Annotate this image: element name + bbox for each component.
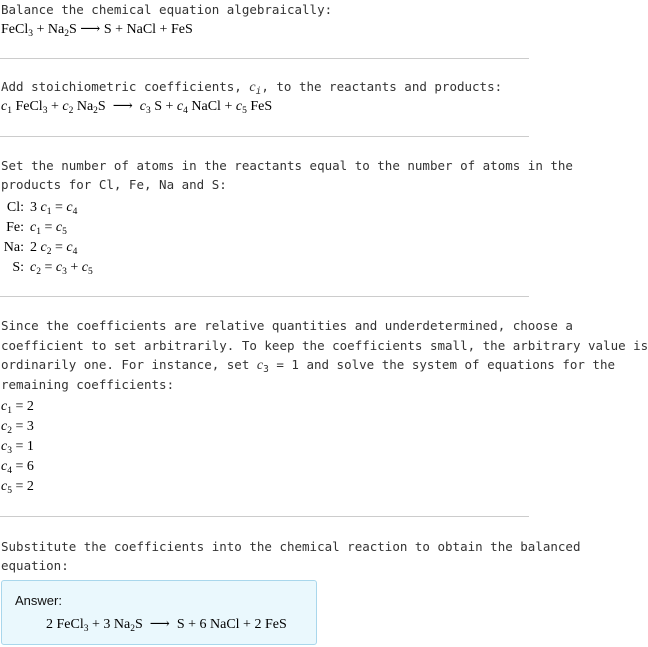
- coefficient-value: $c_3 = 1$: [1, 439, 34, 456]
- step2-text: Add stoichiometric coefficients, $c_i$, to the reactants and products:: [1, 79, 503, 97]
- answer-box: [1, 580, 317, 645]
- step5-line2: equation:: [1, 558, 69, 573]
- divider: [0, 136, 529, 137]
- divider: [0, 516, 529, 517]
- divider: [0, 296, 529, 297]
- unbalanced-equation: FeCl$_3$ + $Na_2S$ ⟶ S + NaCl + FeS: [1, 22, 193, 39]
- step4-line4: remaining coefficients:: [1, 377, 175, 392]
- step4-line1: Since the coefficients are relative quantities and underdetermined, choose a: [1, 318, 573, 333]
- step5-line1: Substitute the coefficients into the chemical reaction to obtain the balanced: [1, 539, 581, 554]
- atom-equation-cl: Cl: 3 $c_1 = c_4$: [6, 200, 78, 217]
- step3-line1: Set the number of atoms in the reactants equal to the number of atoms in the: [1, 158, 573, 173]
- step4-line2: coefficient to set arbitrarily. To keep the coefficients small, the arbitrary value is: [1, 338, 648, 353]
- atom-equation-na: Na: 2 $c_2 = c_4$: [3, 240, 78, 257]
- balanced-equation: 2 FeCl$_3$ + 3 $Na_2S$ ⟶ S + 6 NaCl + 2 FeS: [46, 617, 287, 634]
- step1-text: Balance the chemical equation algebraically:: [1, 2, 333, 17]
- step3-line2: products for Cl, Fe, Na and S:: [1, 177, 227, 192]
- divider: [0, 58, 529, 59]
- coefficient-value: $c_5 = 2$: [1, 479, 34, 496]
- step4-line3: ordinarily one. For instance, set $c_3 = 1$ and solve the system of equations for the: [1, 357, 616, 375]
- coefficient-value: $c_2 = 3$: [1, 419, 34, 436]
- coefficient-equation: $c_1$ FeCl$_3$ + $c_2$ $Na_2S$ ⟶ $c_3$ $S + c_4$ NaCl + $c_5$ FeS: [1, 99, 273, 116]
- answer-label: Answer:: [15, 593, 62, 608]
- coefficient-value: $c_4 = 6$: [1, 459, 34, 476]
- atom-equation-fe: Fe: $c_1 = c_5$: [6, 220, 67, 237]
- atom-equation-s: S: $c_2 = c_3 + c_5$: [12, 260, 93, 277]
- coefficient-value: $c_1 = 2$: [1, 399, 34, 416]
